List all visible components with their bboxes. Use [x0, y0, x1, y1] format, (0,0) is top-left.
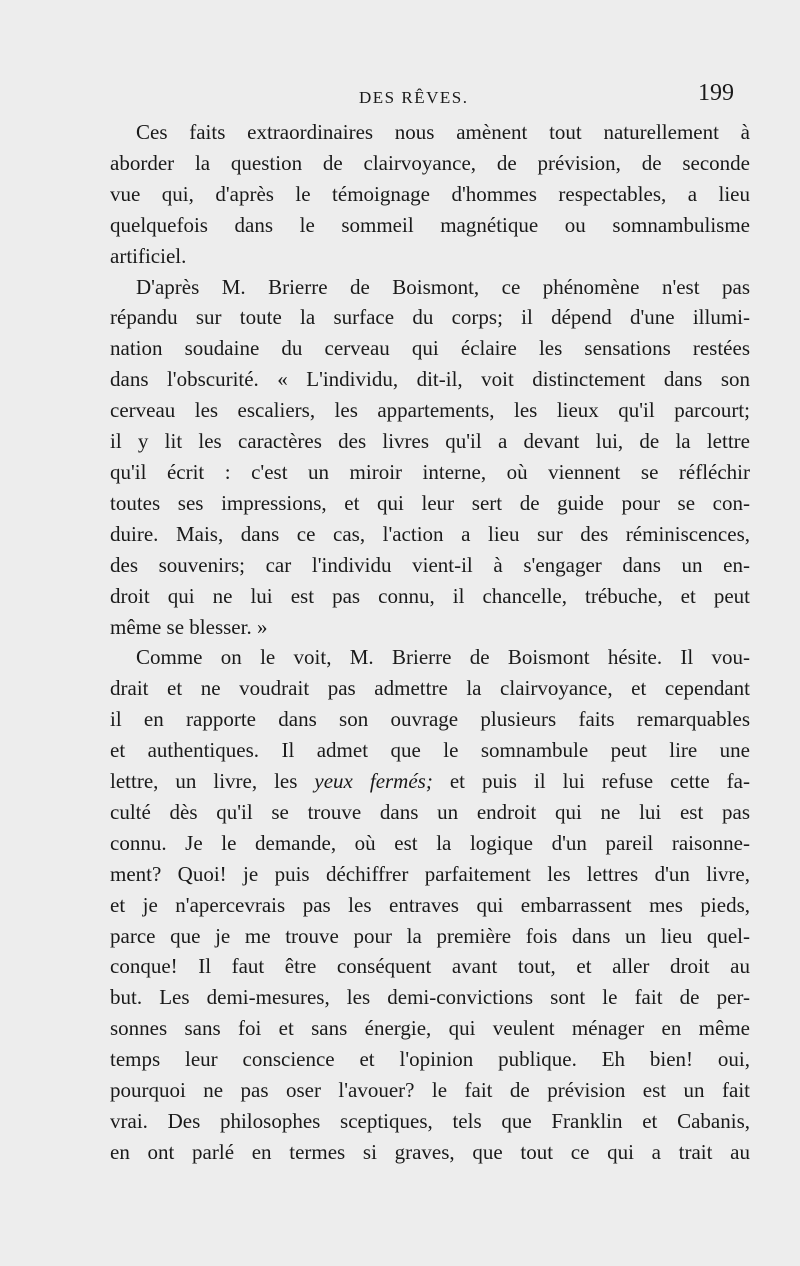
text-line: et je n'apercevrais pas les entraves qui embarrassent mes pieds, — [110, 892, 750, 917]
text-line: cerveau les escaliers, les appartements, les lieux qu'il parcourt; — [110, 398, 750, 423]
text-line: drait et ne voudrait pas admettre la clairvoyance, et cependant — [110, 676, 750, 701]
page-number: 199 — [698, 80, 734, 106]
paragraph — [110, 272, 750, 643]
text-line: artificiel. — [110, 243, 187, 268]
text-line: nation soudaine du cerveau qui éclaire les sensations restées — [110, 336, 750, 361]
text-line: connu. Je le demande, où est la logique d'un pareil raisonne- — [110, 830, 750, 855]
text-line: dans l'obscurité. « L'individu, dit-il, voit distinctement dans son — [110, 367, 750, 392]
paragraph — [110, 642, 750, 1167]
text-line: il en rapporte dans son ouvrage plusieurs faits remarquables — [110, 707, 750, 732]
text-line: quelquefois dans le sommeil magnétique ou somnambulisme — [110, 212, 750, 237]
body-text — [110, 117, 750, 1168]
text-line: Ces faits extraordinaires nous amènent tout naturellement à — [136, 120, 750, 144]
text-line: aborder la question de clairvoyance, de prévision, de seconde — [110, 150, 750, 175]
text-line: même se blesser. » — [110, 614, 268, 639]
text-line: vue qui, d'après le témoignage d'hommes respectables, a lieu — [110, 181, 750, 206]
text-line: Comme on le voit, M. Brierre de Boismont hésite. Il vou- — [136, 645, 750, 670]
text-line: vrai. Des philosophes sceptiques, tels que Franklin et Cabanis, — [110, 1109, 750, 1133]
text-line: des souvenirs; car l'individu vient-il à s'engager dans un en- — [110, 552, 750, 577]
text-line: culté dès qu'il se trouve dans un endroit qui ne lui est pas — [110, 799, 750, 824]
paragraph — [110, 117, 750, 272]
text-line: conque! Il faut être conséquent avant tout, et aller droit au — [110, 954, 750, 979]
text-line: en ont parlé en termes si graves, que tout ce qui a trait au — [110, 1139, 750, 1164]
text-line: parce que je me trouve pour la première fois dans un lieu quel- — [110, 923, 750, 948]
text-line: droit qui ne lui est pas connu, il chancelle, trébuche, et peut — [110, 583, 750, 608]
text-line: et authentiques. Il admet que le somnambule peut lire une — [110, 738, 750, 763]
text-line: but. Les demi-mesures, les demi-convictions sont le fait de per- — [110, 985, 750, 1010]
text-line: ment? Quoi! je puis déchiffrer parfaitement les lettres d'un livre, — [110, 861, 750, 886]
text-line: temps leur conscience et l'opinion publique. Eh bien! oui, — [110, 1047, 750, 1072]
italic-text: yeux fermés; — [314, 769, 433, 794]
text-line: toutes ses impressions, et qui leur sert de guide pour se con- — [110, 490, 750, 515]
text-line: D'après M. Brierre de Boismont, ce phénomène n'est pas — [136, 274, 750, 299]
text-line: qu'il écrit : c'est un miroir interne, où viennent se réfléchir — [110, 459, 750, 484]
text-line: pourquoi ne pas oser l'avouer? le fait de prévision est un fait — [110, 1078, 750, 1103]
text-line — [110, 766, 750, 797]
text-segment: et puis il lui refuse cette fa- — [432, 769, 750, 794]
text-line: il y lit les caractères des livres qu'il a devant lui, de la lettre — [110, 429, 750, 454]
text-line: répandu sur toute la surface du corps; il dépend d'une illumi- — [110, 305, 750, 330]
running-title: DES RÊVES. — [359, 88, 469, 107]
text-segment: lettre, un livre, les — [110, 769, 315, 794]
text-line: sonnes sans foi et sans énergie, qui veulent ménager en même — [110, 1016, 750, 1041]
text-line: duire. Mais, dans ce cas, l'action a lieu sur des réminiscences, — [110, 521, 750, 546]
